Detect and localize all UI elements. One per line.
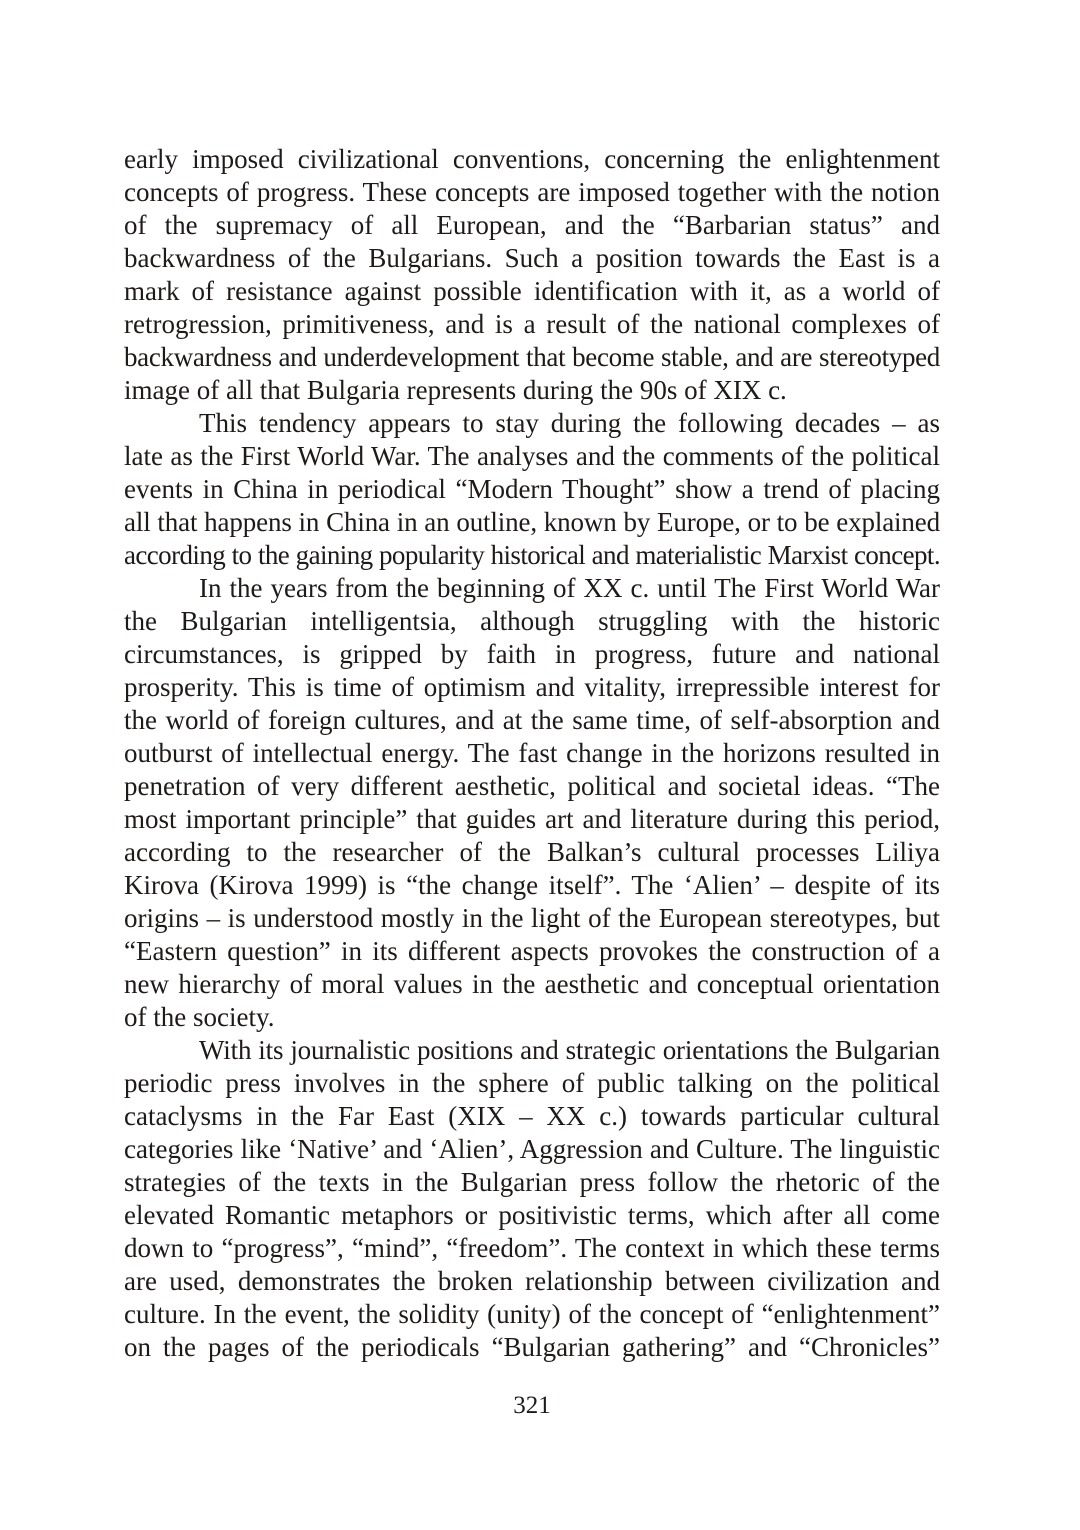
text-line: periodic press involves in the sphere of public talking on the political xyxy=(124,1068,940,1098)
text-line: the Bulgarian intelligentsia, although struggling with the historic xyxy=(124,606,940,636)
text-line: With its journalistic positions and strategic orientations the Bulgarian xyxy=(199,1035,940,1065)
text-line: are used, demonstrates the broken relationship between civilization and xyxy=(124,1266,940,1296)
text-line: image of all that Bulgaria represents during the 90s of XIX c. xyxy=(124,375,787,405)
page-number: 321 xyxy=(513,1392,551,1419)
text-line: origins – is understood mostly in the light of the European stereotypes, but xyxy=(124,903,940,933)
paragraph xyxy=(124,407,940,572)
text-line: outburst of intellectual energy. The fast change in the horizons resulted in xyxy=(124,738,940,768)
text-line: In the years from the beginning of XX c. until The First World War xyxy=(199,573,940,603)
text-line: This tendency appears to stay during the following decades – as xyxy=(199,408,940,438)
text-line: elevated Romantic metaphors or positivistic terms, which after all come xyxy=(124,1200,940,1230)
text-line: Kirova (Kirova 1999) is “the change itself”. The ‘Alien’ – despite of its xyxy=(124,870,940,900)
text-line: of the society. xyxy=(124,1002,275,1032)
text-line: down to “progress”, “mind”, “freedom”. The context in which these terms xyxy=(124,1233,940,1263)
text-line: on the pages of the periodicals “Bulgarian gathering” and “Chronicles” xyxy=(124,1332,940,1362)
text-line: backwardness and underdevelopment that become stable, and are stereotyped xyxy=(124,342,940,372)
text-line: most important principle” that guides art and literature during this period, xyxy=(124,804,940,834)
text-line: the world of foreign cultures, and at the same time, of self-absorption and xyxy=(124,705,940,735)
text-line: “Eastern question” in its different aspects provokes the construction of a xyxy=(124,936,940,966)
text-line: of the supremacy of all European, and the “Barbarian status” and xyxy=(124,210,940,240)
text-line: concepts of progress. These concepts are imposed together with the notion xyxy=(124,177,940,207)
paragraph xyxy=(124,143,940,407)
text-line: strategies of the texts in the Bulgarian press follow the rhetoric of the xyxy=(124,1167,940,1197)
text-line: according to the gaining popularity historical and materialistic Marxist concept. xyxy=(124,540,940,570)
text-line: categories like ‘Native’ and ‘Alien’, Aggression and Culture. The linguistic xyxy=(124,1134,940,1164)
text-line: mark of resistance against possible identification with it, as a world of xyxy=(124,276,940,306)
text-line: according to the researcher of the Balkan’s cultural processes Liliya xyxy=(124,837,940,867)
text-line: events in China in periodical “Modern Thought” show a trend of placing xyxy=(124,474,940,504)
body-text xyxy=(124,143,940,1364)
text-line: penetration of very different aesthetic, political and societal ideas. “The xyxy=(124,771,940,801)
text-line: cataclysms in the Far East (XIX – XX c.) towards particular cultural xyxy=(124,1101,940,1131)
text-line: prosperity. This is time of optimism and vitality, irrepressible interest for xyxy=(124,672,940,702)
paragraph xyxy=(124,1034,940,1364)
text-line: late as the First World War. The analyses and the comments of the political xyxy=(124,441,940,471)
text-line: backwardness of the Bulgarians. Such a position towards the East is a xyxy=(124,243,940,273)
text-line: retrogression, primitiveness, and is a result of the national complexes of xyxy=(124,309,940,339)
text-line: all that happens in China in an outline, known by Europe, or to be explained xyxy=(124,507,940,537)
paragraph xyxy=(124,572,940,1034)
text-line: culture. In the event, the solidity (unity) of the concept of “enlightenment” xyxy=(124,1299,940,1329)
text-line: early imposed civilizational conventions, concerning the enlightenment xyxy=(124,144,940,174)
text-line: new hierarchy of moral values in the aesthetic and conceptual orientation xyxy=(124,969,940,999)
text-line: circumstances, is gripped by faith in progress, future and national xyxy=(124,639,940,669)
